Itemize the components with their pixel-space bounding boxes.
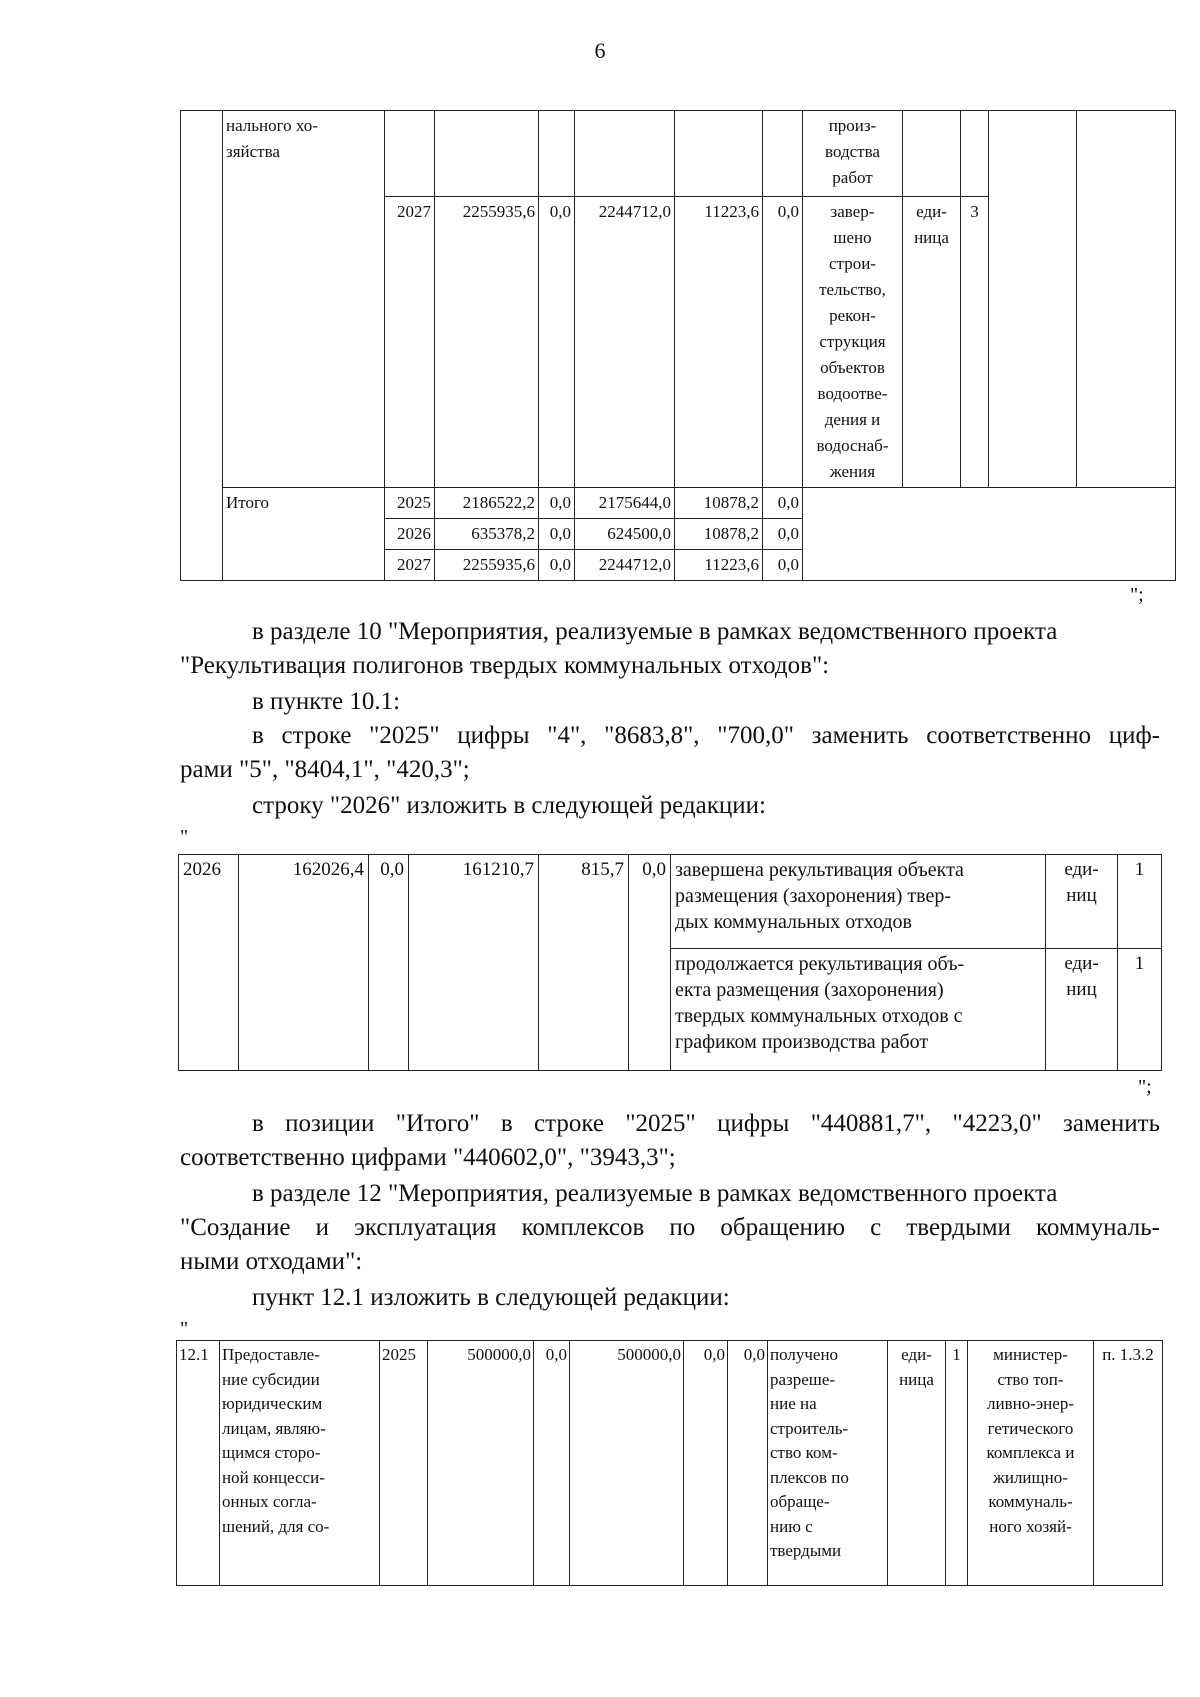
- paragraph-itogo-line2: соответственно цифрами "440602,0", "3943,3";: [180, 1144, 676, 1171]
- table3-ref: п. 1.3.2: [1094, 1341, 1163, 1586]
- paragraph-point-10-1: в пункте 10.1:: [252, 688, 401, 715]
- table1-cell: 2186522,2: [435, 488, 539, 519]
- table1-result-fragment: произ- водства работ: [803, 111, 903, 197]
- closing-quote-2: ";: [1138, 1076, 1152, 1098]
- table3-executor: министер- ство топ- ливно-энер- гетического комплекса и жилищно- коммуналь- ного хозяй-: [968, 1341, 1094, 1586]
- table3-result: получено разреше- ние на строитель- ство ком- плексов по обраще- нию с твердыми: [768, 1341, 888, 1586]
- table1-cell: 2244712,0: [575, 197, 675, 488]
- table1-blank-col: [181, 111, 223, 581]
- table1-cell: 2255935,6: [435, 550, 539, 581]
- table2-cell: 0,0: [629, 855, 671, 1071]
- table2-cell: 0,0: [369, 855, 409, 1071]
- table1-cell: 2027: [385, 550, 435, 581]
- table1-unit-2027: еди- ница: [903, 197, 961, 488]
- open-quote-1: ": [180, 826, 189, 848]
- open-quote-2: ": [180, 1318, 189, 1340]
- table2-unit: еди- ниц: [1046, 949, 1118, 1071]
- table3-unit: еди- ница: [888, 1341, 946, 1586]
- paragraph-row2025-line2: рами "5", "8404,1", "420,3";: [180, 756, 470, 783]
- paragraph-row2025-line1: в строке "2025" цифры "4", "8683,8", "700,0" заменить соответственно циф-: [252, 722, 1160, 749]
- table2-qty: 1: [1118, 855, 1162, 949]
- table2-unit: еди- ниц: [1046, 855, 1118, 949]
- table1-name-fragment: нального хо- зяйства: [223, 111, 385, 488]
- page-number: 6: [594, 38, 606, 63]
- table1-cell: 11223,6: [675, 197, 763, 488]
- paragraph-row2026: строку "2026" изложить в следующей редакции:: [252, 792, 766, 819]
- paragraph-section12-line2: "Создание и эксплуатация комплексов по обращению с твердыми коммуналь-: [180, 1214, 1160, 1241]
- table1-itogo-label: Итого: [223, 488, 385, 581]
- table-10-1-row-2026: [178, 854, 1162, 1071]
- table1-cell: 0,0: [763, 197, 803, 488]
- table3-cell: 500000,0: [428, 1341, 534, 1586]
- table1-cell: 2026: [385, 519, 435, 550]
- table1-cell: 2255935,6: [435, 197, 539, 488]
- table3-cell: 0,0: [684, 1341, 728, 1586]
- table1-cell: 0,0: [539, 519, 575, 550]
- table1-cell: 635378,2: [435, 519, 539, 550]
- table3-num: 12.1: [177, 1341, 220, 1586]
- table1-cell: 10878,2: [675, 488, 763, 519]
- table-section-9-continuation: [180, 110, 1176, 581]
- table2-result-completed: завершена рекультивация объекта размещения (захоронения) твер- дых коммунальных отходов: [671, 855, 1046, 949]
- table2-cell: 815,7: [539, 855, 629, 1071]
- closing-quote-1: ";: [1130, 584, 1144, 606]
- table1-cell: 2027: [385, 197, 435, 488]
- paragraph-section10-line1: в разделе 10 "Мероприятия, реализуемые в рамках ведомственного проекта: [252, 618, 1058, 645]
- table2-cell: 161210,7: [409, 855, 539, 1071]
- table1-cell: 2025: [385, 488, 435, 519]
- table1-cell: 0,0: [539, 197, 575, 488]
- table2-year: 2026: [179, 855, 239, 1071]
- table1-qty-2027: 3: [961, 197, 989, 488]
- table1-cell: 10878,2: [675, 519, 763, 550]
- table3-qty: 1: [946, 1341, 968, 1586]
- table1-result-2027: завер- шено строи- тельство, рекон- струкция объектов водоотве- дения и водоснаб- жения: [803, 197, 903, 488]
- table1-cell: 11223,6: [675, 550, 763, 581]
- paragraph-itogo-line1: в позиции "Итого" в строке "2025" цифры "440881,7", "4223,0" заменить: [252, 1110, 1160, 1137]
- table1-cell: 0,0: [763, 550, 803, 581]
- table1-cell: 2175644,0: [575, 488, 675, 519]
- paragraph-section10-line2: "Рекультивация полигонов твердых коммунальных отходов":: [180, 652, 830, 679]
- paragraph-point-12-1: пункт 12.1 изложить в следующей редакции:: [252, 1284, 730, 1311]
- table1-cell: 0,0: [763, 519, 803, 550]
- table1-cell: 0,0: [763, 488, 803, 519]
- table2-result-ongoing: продолжается рекультивация объ- екта размещения (захоронения) твердых коммунальных отходов с графиком производства работ: [671, 949, 1046, 1071]
- table3-year: 2025: [380, 1341, 428, 1586]
- table-point-12-1: [176, 1340, 1163, 1586]
- table1-cell: 624500,0: [575, 519, 675, 550]
- table1-cell: 0,0: [539, 550, 575, 581]
- table2-qty: 1: [1118, 949, 1162, 1071]
- paragraph-section12-line3: ными отходами":: [180, 1248, 363, 1275]
- table1-cell: 0,0: [539, 488, 575, 519]
- table1-cell: 2244712,0: [575, 550, 675, 581]
- paragraph-section12-line1: в разделе 12 "Мероприятия, реализуемые в рамках ведомственного проекта: [252, 1180, 1058, 1207]
- table2-cell: 162026,4: [239, 855, 369, 1071]
- table3-cell: 500000,0: [570, 1341, 684, 1586]
- table3-cell: 0,0: [534, 1341, 570, 1586]
- table3-name: Предоставле- ние субсидии юридическим лицам, являю- щимся сторо- ной концесси- онных согла- шений, для со-: [220, 1341, 380, 1586]
- table3-cell: 0,0: [728, 1341, 768, 1586]
